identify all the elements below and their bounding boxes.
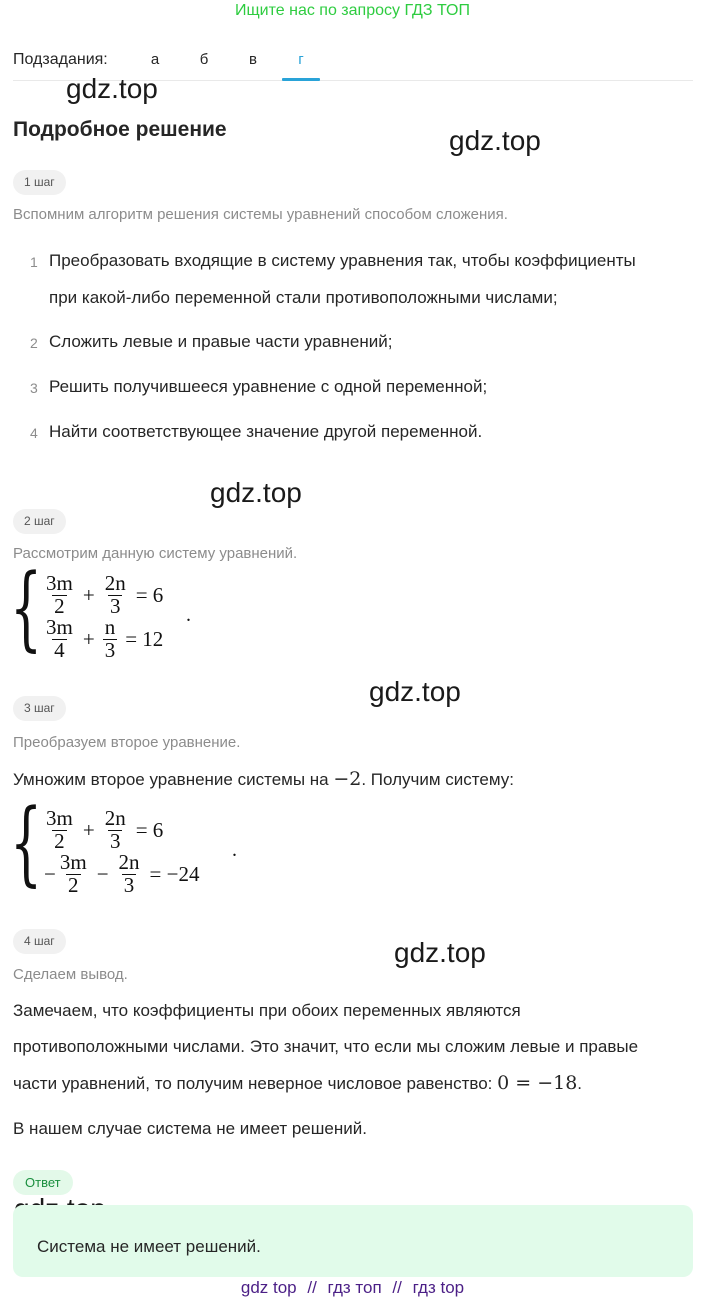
conclusion-paragraph (13, 993, 703, 1102)
active-tab-indicator (282, 78, 320, 81)
watermark: gdz.top (66, 73, 158, 104)
step-badge-2: 2 шаг (13, 509, 66, 534)
operator: + (82, 817, 95, 842)
sign: − (44, 861, 56, 886)
fraction-numerator: 3m (46, 571, 73, 595)
equation-system-1 (10, 554, 250, 666)
statement-text: . Получим систему: (361, 770, 514, 789)
fraction-denominator: 2 (68, 873, 79, 897)
list-number-4: 4 (30, 425, 38, 441)
multiply-statement (13, 768, 514, 790)
fraction-denominator: 3 (109, 594, 121, 618)
answer-box (13, 1205, 693, 1277)
list-item-3: Решить получившееся уравнение с одной переменной; (49, 377, 488, 396)
system-trailing-dot: . (186, 604, 191, 626)
paragraph-line: Замечаем, что коэффициенты при обоих переменных являются (13, 1001, 521, 1020)
footer-link-1[interactable]: gdz top (240, 1278, 297, 1297)
footer-links (0, 1278, 705, 1298)
subtask-tab-a[interactable]: а (150, 51, 160, 68)
step-description-2: Рассмотрим данную систему уравнений. (13, 545, 298, 562)
watermark: gdz.top (394, 937, 486, 968)
operator: − (96, 861, 109, 886)
list-item-1-line2: при какой-либо переменной стали противоположными числами; (49, 288, 558, 307)
step-description-4: Сделаем вывод. (13, 966, 128, 983)
system-trailing-dot: . (232, 839, 237, 861)
step-description-3: Преобразуем второе уравнение. (13, 734, 241, 751)
subtask-tab-v[interactable]: в (249, 51, 257, 68)
list-number-2: 2 (30, 335, 38, 351)
paragraph-text: . (577, 1074, 583, 1093)
list-item-1-line1: Преобразовать входящие в систему уравнения так, чтобы коэффициенты (49, 251, 636, 270)
footer-separator: // (307, 1278, 317, 1297)
paragraph-line (13, 1065, 703, 1102)
fraction-denominator: 2 (54, 829, 65, 853)
fraction-denominator: 2 (54, 594, 65, 618)
equation-rhs: = −24 (149, 861, 200, 886)
paragraph-text: части уравнений, то получим неверное числовое равенство: (13, 1074, 498, 1093)
system2-equation-2 (44, 851, 205, 897)
watermark: gdz.top (210, 477, 302, 508)
system-brace: { (10, 554, 43, 661)
fraction-numerator: 3m (59, 850, 87, 874)
system1-equation-2 (42, 616, 169, 662)
step-description-1: Вспомним алгоритм решения системы уравнений способом сложения. (13, 206, 508, 223)
list-item-2: Сложить левые и правые части уравнений; (49, 332, 393, 351)
math-equality: 0 = −18 (497, 1072, 578, 1094)
section-title: Подробное решение (13, 118, 227, 141)
subtasks-label: Подзадания: (13, 51, 108, 68)
equation-rhs: = 6 (135, 582, 164, 607)
conclusion-text: В нашем случае система не имеет решений. (13, 1119, 367, 1138)
statement-text: Умножим второе уравнение системы на (13, 770, 334, 789)
footer-link-3[interactable]: гдз top (412, 1278, 465, 1297)
equation-system-2 (10, 789, 250, 901)
step-badge-3: 3 шаг (13, 696, 66, 721)
subtask-tab-g[interactable]: г (298, 51, 304, 68)
fraction-numerator: 3m (46, 615, 73, 639)
system-brace: { (10, 789, 43, 896)
fraction-numerator: 2n (104, 806, 126, 830)
answer-text: Система не имеет решений. (37, 1237, 261, 1256)
list-number-1: 1 (30, 254, 38, 270)
equation-rhs: = 6 (135, 817, 164, 842)
system1-equation-1 (42, 572, 169, 618)
operator: + (82, 626, 95, 651)
footer-link-2[interactable]: гдз топ (327, 1278, 382, 1297)
list-item-4: Найти соответствующее значение другой переменной. (49, 422, 483, 441)
fraction-numerator: 2n (104, 571, 126, 595)
fraction-numerator: 2n (118, 850, 140, 874)
system2-equation-1 (42, 807, 169, 853)
watermark: gdz.top (369, 676, 461, 707)
math-value: −2 (333, 768, 362, 790)
footer-separator: // (392, 1278, 402, 1297)
subtask-tab-b[interactable]: б (199, 51, 209, 68)
fraction-denominator: 3 (123, 873, 135, 897)
list-number-3: 3 (30, 380, 38, 396)
paragraph-line: противоположными числами. Это значит, что если мы сложим левые и правые (13, 1037, 639, 1056)
answer-badge: Ответ (13, 1170, 73, 1195)
operator: + (82, 582, 95, 607)
fraction-denominator: 3 (104, 638, 116, 662)
search-banner: Ищите нас по запросу ГДЗ ТОП (235, 2, 470, 19)
watermark: gdz.top (449, 125, 541, 156)
step-badge-4: 4 шаг (13, 929, 66, 954)
fraction-numerator: n (104, 615, 116, 639)
fraction-numerator: 3m (46, 806, 73, 830)
fraction-denominator: 4 (54, 638, 65, 662)
step-badge-1: 1 шаг (13, 170, 66, 195)
fraction-denominator: 3 (109, 829, 121, 853)
equation-rhs: = 12 (125, 626, 164, 651)
